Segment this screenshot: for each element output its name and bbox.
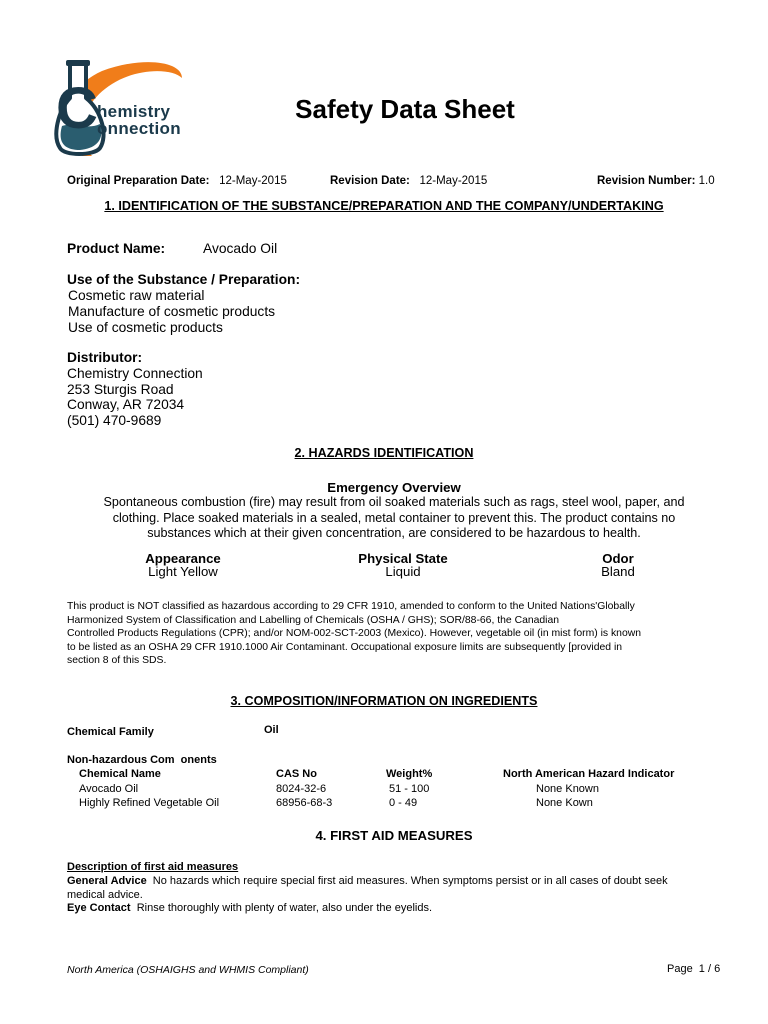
appearance-block	[113, 551, 253, 579]
regulatory-statement	[67, 600, 727, 668]
appearance-label: Appearance	[145, 551, 221, 566]
regulatory-line: to be listed as an OSHA 29 CFR 1910.1000 Air Contaminant. Occupational exposure limits are subsequently [provided in	[67, 641, 623, 653]
page-number: Page 1 / 6	[667, 963, 721, 975]
table-cell: None Known	[536, 783, 599, 795]
emergency-line: Spontaneous combustion (fire) may result from oil soaked materials such as rags, steel wool, paper, and	[103, 495, 685, 509]
distributor-address	[67, 366, 203, 428]
table-cell: 0 - 49	[389, 797, 418, 809]
use-item: Cosmetic raw material	[68, 288, 205, 303]
original-preparation-date	[67, 175, 287, 187]
logo-name-line1: hemistry	[97, 102, 171, 121]
general-advice-text-cont: medical advice.	[67, 888, 143, 901]
logo-initial-c: C	[56, 76, 98, 141]
section-4-heading: 4. FIRST AID MEASURES	[315, 828, 473, 843]
emergency-overview-text	[60, 495, 728, 542]
use-list	[68, 288, 275, 335]
regulatory-line: Harmonized System of Classification and Labelling of Chemicals (OSHA / GHS); SOR/88-66, the Canadian	[67, 614, 560, 626]
rev-num-value: 1.0	[698, 175, 715, 187]
emergency-line: clothing. Place soaked materials in a sealed, metal container to prevent this. The product contains no	[112, 510, 676, 525]
chemical-family-label: Chemical Family	[67, 726, 154, 738]
table-cell: 68956-68-3	[276, 797, 333, 809]
odor-label: Odor	[602, 551, 634, 566]
table-cell: 8024-32-6	[276, 783, 327, 795]
odor-block	[578, 551, 658, 579]
distributor-line: 253 Sturgis Road	[67, 381, 174, 397]
footer-compliance: North America (OSHAIGHS and WHMIS Compliant)	[67, 964, 309, 976]
col-chemical-name: Chemical Name	[79, 768, 161, 780]
physical-state-value: Liquid	[385, 564, 421, 579]
first-aid-description-heading: Description of first aid measures	[67, 861, 239, 873]
table-cell: None Kown	[536, 797, 593, 809]
regulatory-line: section 8 of this SDS.	[67, 655, 167, 667]
regulatory-line: Controlled Products Regulations (CPR); and/or NOM-002-SCT-2003 (Mexico). However, vegetable oil (in mist form) is known	[67, 628, 642, 640]
physical-state-block	[328, 551, 478, 579]
general-advice	[67, 875, 727, 902]
revision-number	[597, 175, 715, 187]
table-cell: Highly Refined Vegetable Oil	[79, 797, 220, 809]
revision-date	[330, 175, 487, 187]
non-hazardous-components-label: Non-hazardous Com onents	[67, 754, 217, 766]
product-name-row	[67, 241, 278, 256]
document-title: Safety Data Sheet	[295, 94, 515, 124]
col-weight: Weight%	[386, 768, 433, 780]
general-advice-text: No hazards which require special first aid measures. When symptoms persist or in all cases of doubt seek	[146, 875, 668, 887]
regulatory-line: This product is NOT classified as hazardous according to 29 CFR 1910, amended to conform to the United Nations'Globally	[67, 601, 635, 612]
use-item: Manufacture of cosmetic products	[68, 303, 276, 319]
product-name-value: Avocado Oil	[203, 241, 278, 256]
use-item: Use of cosmetic products	[68, 319, 223, 335]
distributor-line: (501) 470-9689	[67, 412, 162, 428]
rev-num-label: Revision Number:	[597, 175, 696, 187]
use-heading: Use of the Substance / Preparation:	[67, 272, 301, 287]
section-3-heading: 3. COMPOSITION/INFORMATION ON INGREDIENTS	[230, 694, 538, 708]
odor-value: Bland	[601, 564, 635, 579]
general-advice-label: General Advice	[67, 875, 147, 887]
company-logo	[52, 56, 212, 166]
orig-date-label: Original Preparation Date:	[67, 175, 210, 187]
emergency-line: substances which at their given concentration, are considered to be hazardous to health.	[147, 526, 641, 540]
orig-date-value: 12-May-2015	[219, 175, 287, 187]
eye-contact	[67, 902, 432, 914]
distributor-line: Conway, AR 72034	[67, 397, 185, 413]
physical-state-label: Physical State	[358, 551, 448, 566]
section-2-heading: 2. HAZARDS IDENTIFICATION	[294, 446, 474, 460]
chemical-family-value: Oil	[264, 724, 279, 736]
col-hazard-indicator: North American Hazard Indicator	[503, 768, 675, 780]
appearance-value: Light Yellow	[148, 564, 218, 579]
section-1-heading: 1. IDENTIFICATION OF THE SUBSTANCE/PREPARATION AND THE COMPANY/UNDERTAKING	[104, 199, 664, 213]
distributor-heading: Distributor:	[67, 350, 143, 365]
emergency-overview-heading: Emergency Overview	[327, 480, 461, 495]
logo-name-line2: onnection	[97, 119, 181, 138]
eye-contact-label: Eye Contact	[67, 902, 131, 914]
table-cell: Avocado Oil	[79, 783, 139, 795]
eye-contact-text: Rinse thoroughly with plenty of water, also under the eyelids.	[130, 902, 433, 914]
rev-date-value: 12-May-2015	[419, 175, 488, 187]
rev-date-label: Revision Date:	[330, 175, 410, 187]
distributor-line: Chemistry Connection	[67, 366, 203, 381]
table-cell: 51 - 100	[389, 783, 430, 795]
col-cas-no: CAS No	[276, 768, 317, 780]
product-name-label: Product Name:	[67, 241, 166, 256]
